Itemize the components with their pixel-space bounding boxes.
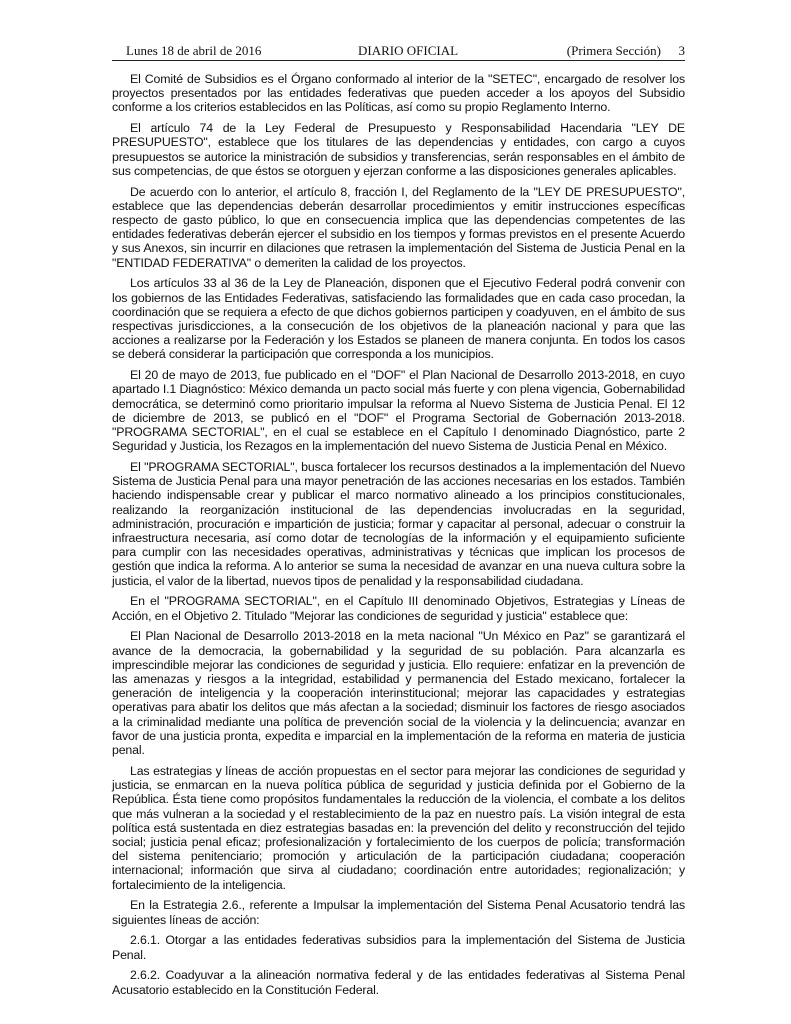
header-divider [112, 60, 685, 61]
paragraph: El "PROGRAMA SECTORIAL", busca fortalecer los recursos destinados a la implementación del Nuevo Sistema de Justicia Penal para una mayor penetración de las acciones necesarias en los estados. También haciendo indispensable crear y publicar el marco normativo alineado a los principios constitucionales, realizando la reorganización institucional de las dependencias involucradas en la seguridad, administración, procuración e impartición de justicia; formar y capacitar al personal, adecuar o construir la infraestructura necesaria, así como dotar de tecnologías de la información y el equipamiento suficiente para cumplir con las necesidades operativas, administrativas y técnicas que implican los procesos de gestión que indica la reforma. A lo anterior se suma la necesidad de avanzar en una nueva cultura sobre la justicia, el valor de la libertad, nuevos tipos de penalidad y la responsabilidad ciudadana. [112, 460, 685, 588]
paragraph: En el "PROGRAMA SECTORIAL", en el Capítulo III denominado Objetivos, Estrategias y Líneas de Acción, en el Objetivo 2. Titulado "Mejorar las condiciones de seguridad y justicia" establece que: [112, 594, 685, 623]
paragraph: El Comité de Subsidios es el Órgano conformado al interior de la "SETEC", encargado de resolver los proyectos presentados por las entidades federativas que pueden acceder a los apoyos del Subsidio conforme a los criterios establecidos en las Políticas, así como su propio Reglamento Interno. [112, 72, 685, 115]
paragraph: El artículo 74 de la Ley Federal de Presupuesto y Responsabilidad Hacendaria "LEY DE PRESUPUESTO", establece que los titulares de las dependencias y entidades, con cargo a cuyos presupuestos se autorice la ministración de subsidios y transferencias, serán responsables en el ámbito de sus competencias, de que éstos se otorguen y ejerzan conforme a las disposiciones generales aplicables. [112, 121, 685, 178]
paragraph: De acuerdo con lo anterior, el artículo 8, fracción I, del Reglamento de la "LEY DE PRESUPUESTO", establece que las dependencias deberán desarrollar procedimientos y emitir instrucciones específicas respecto de gasto público, lo que en consecuencia implica que las dependencias competentes de las entidades federativas deberán ejercer el subsidio en los tiempos y formas previstos en el presente Acuerdo y sus Anexos, sin incurrir en dilaciones que retrasen la implementación del Sistema de Justicia Penal en la "ENTIDAD FEDERATIVA" o demeriten la calidad de los proyectos. [112, 184, 685, 270]
header-date: Lunes 18 de abril de 2016 [126, 43, 262, 58]
paragraph: El 20 de mayo de 2013, fue publicado en el "DOF" el Plan Nacional de Desarrollo 2013-2018, en cuyo apartado I.1 Diagnóstico: México demanda un pacto social más fuerte y con plena vigencia, Gobernabilidad democrática, se determinó como prioritario impulsar la reforma al Nuevo Sistema de Justicia Penal. El 12 de diciembre de 2013, se publicó en el "DOF" el Programa Sectorial de Gobernación 2013-2018. "PROGRAMA SECTORIAL", en el cual se establece en el Capítulo I denominado Diagnóstico, parte 2 Seguridad y Justicia, los Rezagos en la implementación del nuevo Sistema de Justicia Penal en México. [112, 368, 685, 454]
paragraph: El Plan Nacional de Desarrollo 2013-2018 en la meta nacional "Un México en Paz" se garantizará el avance de la democracia, la gobernabilidad y la seguridad de su población. Para alcanzarla es imprescindible mejorar las condiciones de seguridad y justicia. Ello requiere: enfatizar en la prevención de las amenazas y riesgos a la integridad, estabilidad y permanencia del Estado mexicano, fortalecer la generación de inteligencia y la cooperación interinstitucional; mejorar las capacidades y estrategias operativas para abatir los delitos que más afectan a la sociedad; disminuir los factores de riesgo asociados a la criminalidad mediante una política de prevención social de la violencia y la delincuencia; avanzar en favor de una justicia pronta, expedita e imparcial en la implementación de la reforma en materia de justicia penal. [112, 629, 685, 758]
paragraph: Los artículos 33 al 36 de la Ley de Planeación, disponen que el Ejecutivo Federal podrá convenir con los gobiernos de las Entidades Federativas, satisfaciendo las formalidades que en cada caso procedan, la coordinación que se requiera a efecto de que dichos gobiernos participen y coadyuven, en el ámbito de sus respectivas jurisdicciones, a la consecución de los objetivos de la planeación nacional y para que las acciones a realizarse por la Federación y los Estados se planeen de manera conjunta. En todos los casos se deberá considerar la participación que corresponda a los municipios. [112, 276, 685, 362]
header-section: (Primera Sección) [566, 43, 661, 58]
paragraph: Las estrategias y líneas de acción propuestas en el sector para mejorar las condiciones de seguridad y justicia, se enmarcan en la nueva política pública de seguridad y justicia definida por el Gobierno de la República. Ésta tiene como propósitos fundamentales la reducción de la violencia, el combate a los delitos que más vulneran a la sociedad y el restablecimiento de la paz en nuestro país. La visión integral de esta política está sustentada en diez estrategias basadas en: la prevención del delito y reconstrucción del tejido social; justicia penal eficaz; profesionalización y fortalecimiento de los cuerpos de policía; transformación del sistema penitenciario; promoción y articulación de la participación ciudadana; cooperación internacional; información que sirva al ciudadano; coordinación entre autoridades; regionalización; y fortalecimiento de la inteligencia. [112, 763, 685, 892]
page-header [112, 42, 685, 60]
paragraph: 2.6.2. Coadyuvar a la alineación normativa federal y de las entidades federativas al Sistema Penal Acusatorio establecido en la Constitución Federal. [112, 968, 685, 997]
document-body [112, 72, 685, 1003]
header-page-number: 3 [678, 43, 685, 58]
paragraph: En la Estrategia 2.6., referente a Impulsar la implementación del Sistema Penal Acusatorio tendrá las siguientes líneas de acción: [112, 898, 685, 927]
header-publication-title: DIARIO OFICIAL [358, 43, 459, 58]
paragraph: 2.6.1. Otorgar a las entidades federativas subsidios para la implementación del Sistema de Justicia Penal. [112, 933, 685, 962]
